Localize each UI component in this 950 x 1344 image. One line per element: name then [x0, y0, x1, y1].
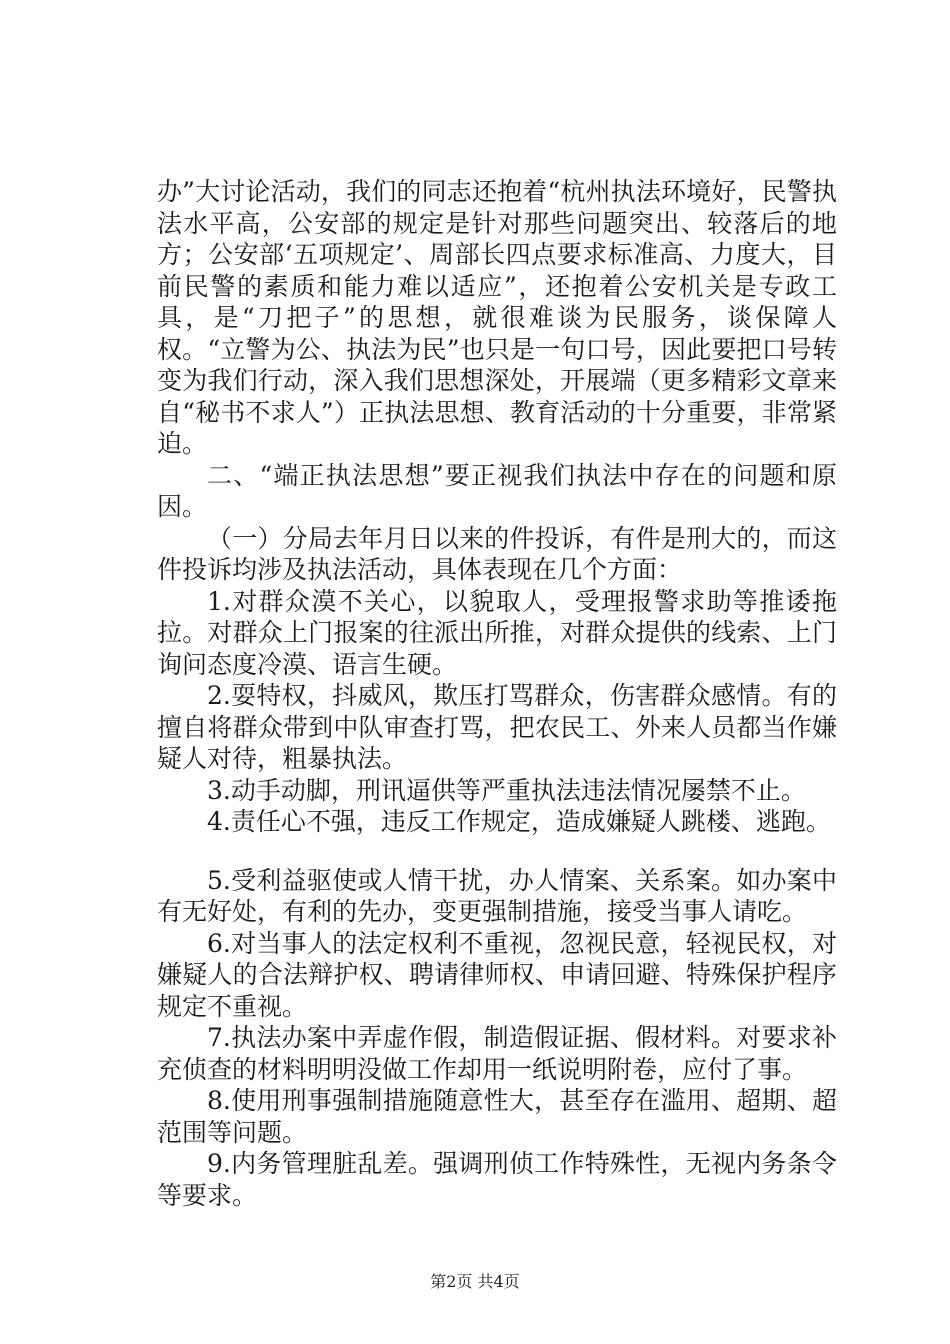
list-item-4: 4.责任心不强，违反工作规定，造成嫌疑人跳楼、逃跑。 — [207, 807, 831, 836]
list-item-2: 2.耍特权，抖威风，欺压打骂群众，伤害群众感情。有的擅自将群众带到中队审查打骂，把农民工、外来人员都当作嫌疑人对待，粗暴执法。 — [157, 681, 837, 773]
list-item-1: 1.对群众漠不关心，以貌取人，受理报警求助等推诿拖拉。对群众上门报案的往派出所推，对群众提供的线索、上门询问态度冷漠、语言生硬。 — [157, 586, 837, 679]
list-item-9: 9.内务管理脏乱差。强调刑侦工作特殊性，无视内务条令等要求。 — [157, 1149, 837, 1210]
list-item-7: 7.执法办案中弄虚作假，制造假证据、假材料。对要求补充侦查的材料明明没做工作却用一纸说明附卷，应付了事。 — [157, 1023, 837, 1084]
list-item-8: 8.使用刑事强制措施随意性大，甚至存在滥用、超期、超范围等问题。 — [157, 1086, 837, 1147]
list-item-3: 3.动手动脚，刑讯逼供等严重执法违法情况屡禁不止。 — [207, 775, 806, 805]
paragraph-complaints-intro: （一）分局去年月日以来的件投诉，有件是刑大的，而这件投诉均涉及执法活动，具体表现在几个方面： — [157, 523, 837, 584]
document-body — [157, 176, 837, 1211]
list-item-5: 5.受利益驱使或人情干扰，办人情案、关系案。如办案中有无好处，有利的先办，变更强制措施，接受当事人请吃。 — [157, 865, 837, 926]
paragraph-gap — [157, 838, 837, 865]
list-item-6: 6.对当事人的法定权利不重视，忽视民意，轻视民权，对嫌疑人的合法辩护权、聘请律师权、申请回避、特殊保护程序规定不重视。 — [157, 928, 837, 1021]
heading-section-two: 二、“端正执法思想”要正视我们执法中存在的问题和原因。 — [157, 460, 837, 521]
page-number-footer: 第2页 共4页 — [430, 1272, 520, 1291]
paragraph-discussion: 办”大讨论活动，我们的同志还抱着“杭州执法环境好，民警执法水平高，公安部的规定是针对那些问题突出、较落后的地方；公安部‘五项规定’、周部长四点要求标准高、力度大，目前民警的素质和能力难以适应”，还抱着公安机关是专政工具，是“刀把子”的思想，就很难谈为民服务，谈保障人权。“立警为公、执法为民”也只是一句口号，因此要把口号转变为我们行动，深入我们思想深处，开展端（更多精彩文章来自“秘书不求人”）正执法思想、教育活动的十分重要，非常紧迫。 — [157, 177, 837, 458]
